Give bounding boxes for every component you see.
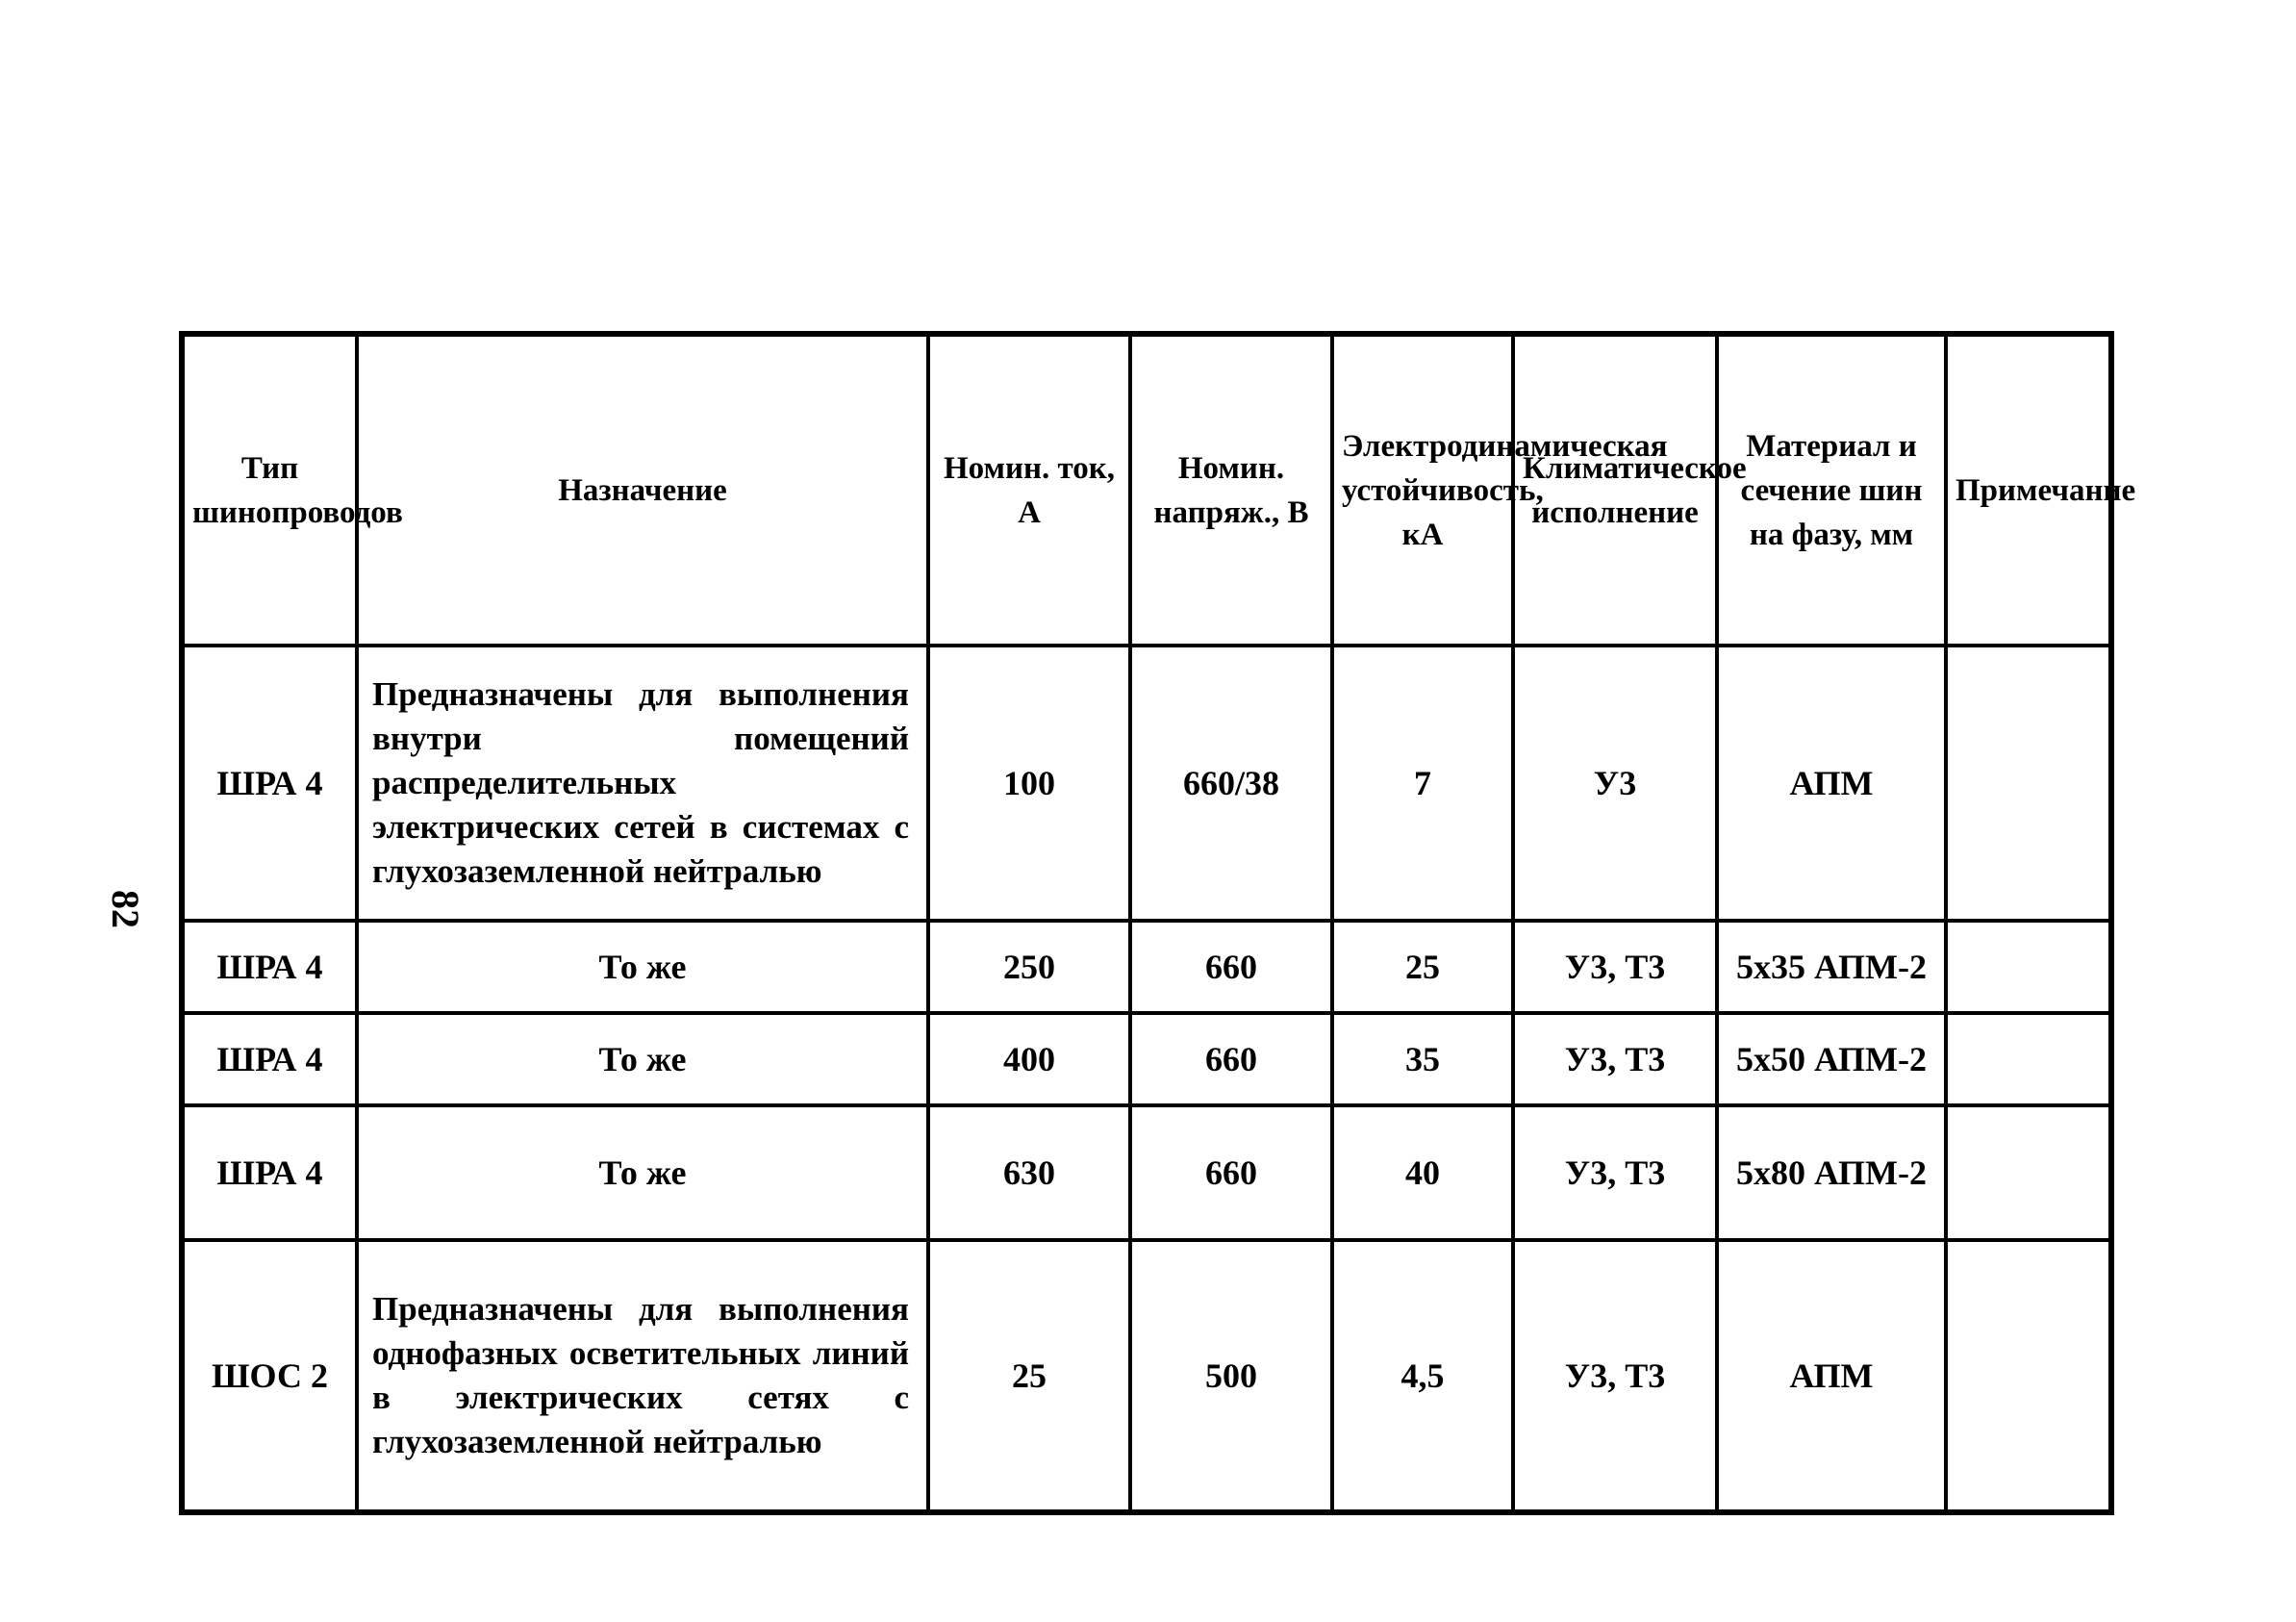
- header-type: Тип шинопроводов: [182, 334, 357, 646]
- header-row: [182, 334, 2111, 646]
- cell-current: 400: [928, 1013, 1130, 1105]
- cell-current: 250: [928, 921, 1130, 1013]
- header-current: Номин. ток, А: [928, 334, 1130, 646]
- cell-voltage: 660/38: [1130, 646, 1332, 921]
- cell-purpose: Предназначены для выполнения внутри помещений распределительных электрических сетей в системах с глухозаземленной нейтралью: [357, 646, 928, 921]
- table-row: [182, 1013, 2111, 1105]
- cell-note: [1946, 1240, 2111, 1512]
- cell-type: ШОС 2: [182, 1240, 357, 1512]
- cell-material: 5x50 АПМ-2: [1717, 1013, 1946, 1105]
- cell-voltage: 660: [1130, 1105, 1332, 1240]
- page-number: 82: [104, 890, 147, 928]
- cell-current: 25: [928, 1240, 1130, 1512]
- header-voltage: Номин. напряж., В: [1130, 334, 1332, 646]
- cell-purpose: То же: [357, 1013, 928, 1105]
- cell-dynamic-stability: 40: [1332, 1105, 1513, 1240]
- cell-material: 5x80 АПМ-2: [1717, 1105, 1946, 1240]
- cell-purpose: Предназначены для выполнения однофазных осветительных линий в электрических сетях с глухозаземленной нейтралью: [357, 1240, 928, 1512]
- cell-voltage: 500: [1130, 1240, 1332, 1512]
- cell-dynamic-stability: 35: [1332, 1013, 1513, 1105]
- cell-current: 100: [928, 646, 1130, 921]
- cell-material: АПМ: [1717, 646, 1946, 921]
- cell-climate: У3: [1513, 646, 1717, 921]
- cell-purpose: То же: [357, 1105, 928, 1240]
- cell-material: 5x35 АПМ-2: [1717, 921, 1946, 1013]
- busbar-spec-table: [179, 331, 2136, 1515]
- cell-climate: У3, Т3: [1513, 1105, 1717, 1240]
- cell-dynamic-stability: 25: [1332, 921, 1513, 1013]
- table-row: [182, 1105, 2111, 1240]
- cell-climate: У3, Т3: [1513, 1240, 1717, 1512]
- table-row: [182, 646, 2111, 921]
- cell-type: ШРА 4: [182, 1105, 357, 1240]
- cell-material: АПМ: [1717, 1240, 1946, 1512]
- cell-climate: У3, Т3: [1513, 1013, 1717, 1105]
- header-material: Материал и сечение шин на фазу, мм: [1717, 334, 1946, 646]
- cell-dynamic-stability: 7: [1332, 646, 1513, 921]
- cell-dynamic-stability: 4,5: [1332, 1240, 1513, 1512]
- header-dynamic-stability: Электродинамическая устойчивость, кА: [1332, 334, 1513, 646]
- cell-note: [1946, 921, 2111, 1013]
- table-row: [182, 1240, 2111, 1512]
- cell-note: [1946, 1105, 2111, 1240]
- cell-voltage: 660: [1130, 921, 1332, 1013]
- cell-voltage: 660: [1130, 1013, 1332, 1105]
- cell-purpose: То же: [357, 921, 928, 1013]
- table-row: [182, 921, 2111, 1013]
- cell-note: [1946, 1013, 2111, 1105]
- header-purpose: Назначение: [357, 334, 928, 646]
- cell-note: [1946, 646, 2111, 921]
- cell-current: 630: [928, 1105, 1130, 1240]
- cell-type: ШРА 4: [182, 921, 357, 1013]
- cell-climate: У3, Т3: [1513, 921, 1717, 1013]
- header-climate: Климатическое исполнение: [1513, 334, 1717, 646]
- cell-type: ШРА 4: [182, 646, 357, 921]
- header-note: Примечание: [1946, 334, 2111, 646]
- cell-type: ШРА 4: [182, 1013, 357, 1105]
